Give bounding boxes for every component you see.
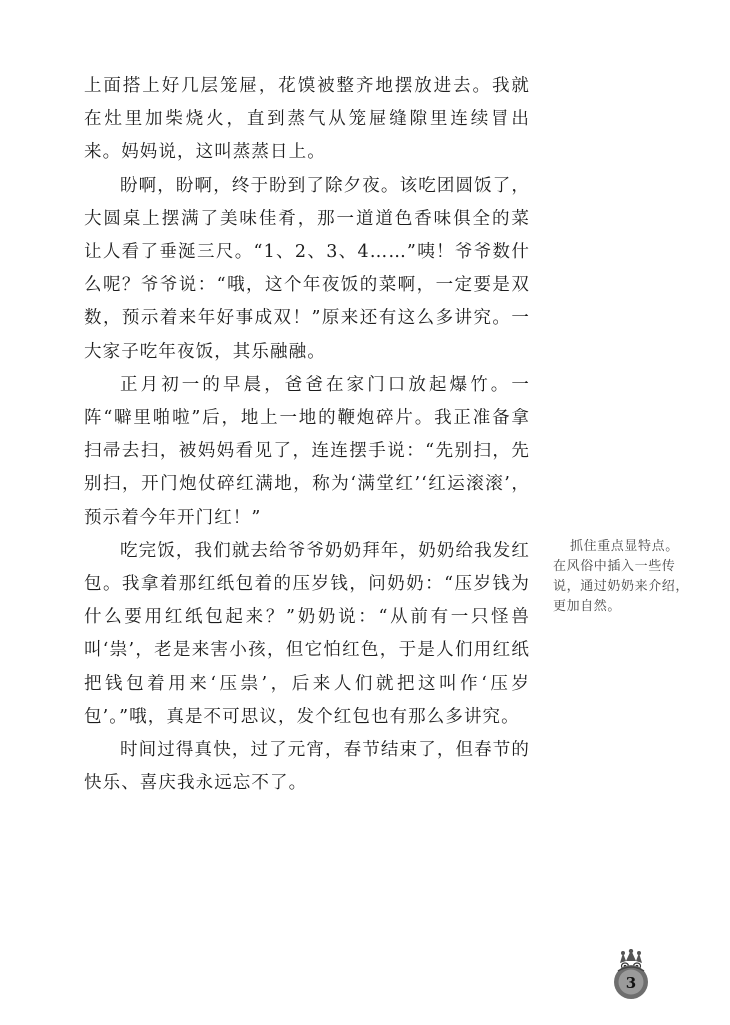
margin-annotation [553,537,703,617]
paragraph-new-years-eve: 盼啊，盼啊，终于盼到了除夕夜。该吃团圆饭了，大圆桌上摆满了美味佳肴，那一道道色香味俱全的菜让人看了垂涎三尺。“1、2、3、4……”咦！爷爷数什么呢？爷爷说：“哦，这个年夜饭的菜啊，一定要是双数，预示着来年好事成双！”原来还有这么多讲究。一大家子吃年夜饭，其乐融融。 [84,175,530,362]
annotation-line: 抓住重点显特点。 [570,539,679,554]
paragraph-steamed-buns: 上面搭上好几层笼屉，花馍被整齐地摆放进去。我就在灶里加柴烧火，直到蒸气从笼屉缝隙里连续冒出来。妈妈说，这叫蒸蒸日上。 [84,76,530,163]
annotation-line: 在风俗中插入一些传 [553,559,676,574]
page-number-badge [606,949,656,1001]
paragraph-conclusion: 时间过得真快，过了元宵，春节结束了，但春节的快乐、喜庆我永远忘不了。 [84,740,530,794]
main-article-text [84,70,530,800]
paragraph-firecrackers: 正月初一的早晨，爸爸在家门口放起爆竹。一阵“噼里啪啦”后，地上一地的鞭炮碎片。我正准备拿扫帚去扫，被妈妈看见了，连连摆手说：“先别扫，先别扫，开门炮仗碎红满地，称为‘满堂红’‘红运滚滚’，预示着今年开门红！” [84,374,530,528]
annotation-line: 说，通过奶奶来介绍， [553,579,690,594]
annotation-line: 更加自然。 [553,599,622,614]
paragraph-red-envelope: 吃完饭，我们就去给爷爷奶奶拜年，奶奶给我发红包。我拿着那红纸包着的压岁钱，问奶奶：“压岁钱为什么要用红纸包起来？”奶奶说：“从前有一只怪兽叫‘祟’，老是来害小孩，但它怕红色，于是人们用红纸把钱包着用来‘压祟’，后来人们就把这叫作‘压岁包’。”哦，真是不可思议，发个红包也有那么多讲究。 [84,540,530,727]
page-number: 3 [625,974,637,992]
